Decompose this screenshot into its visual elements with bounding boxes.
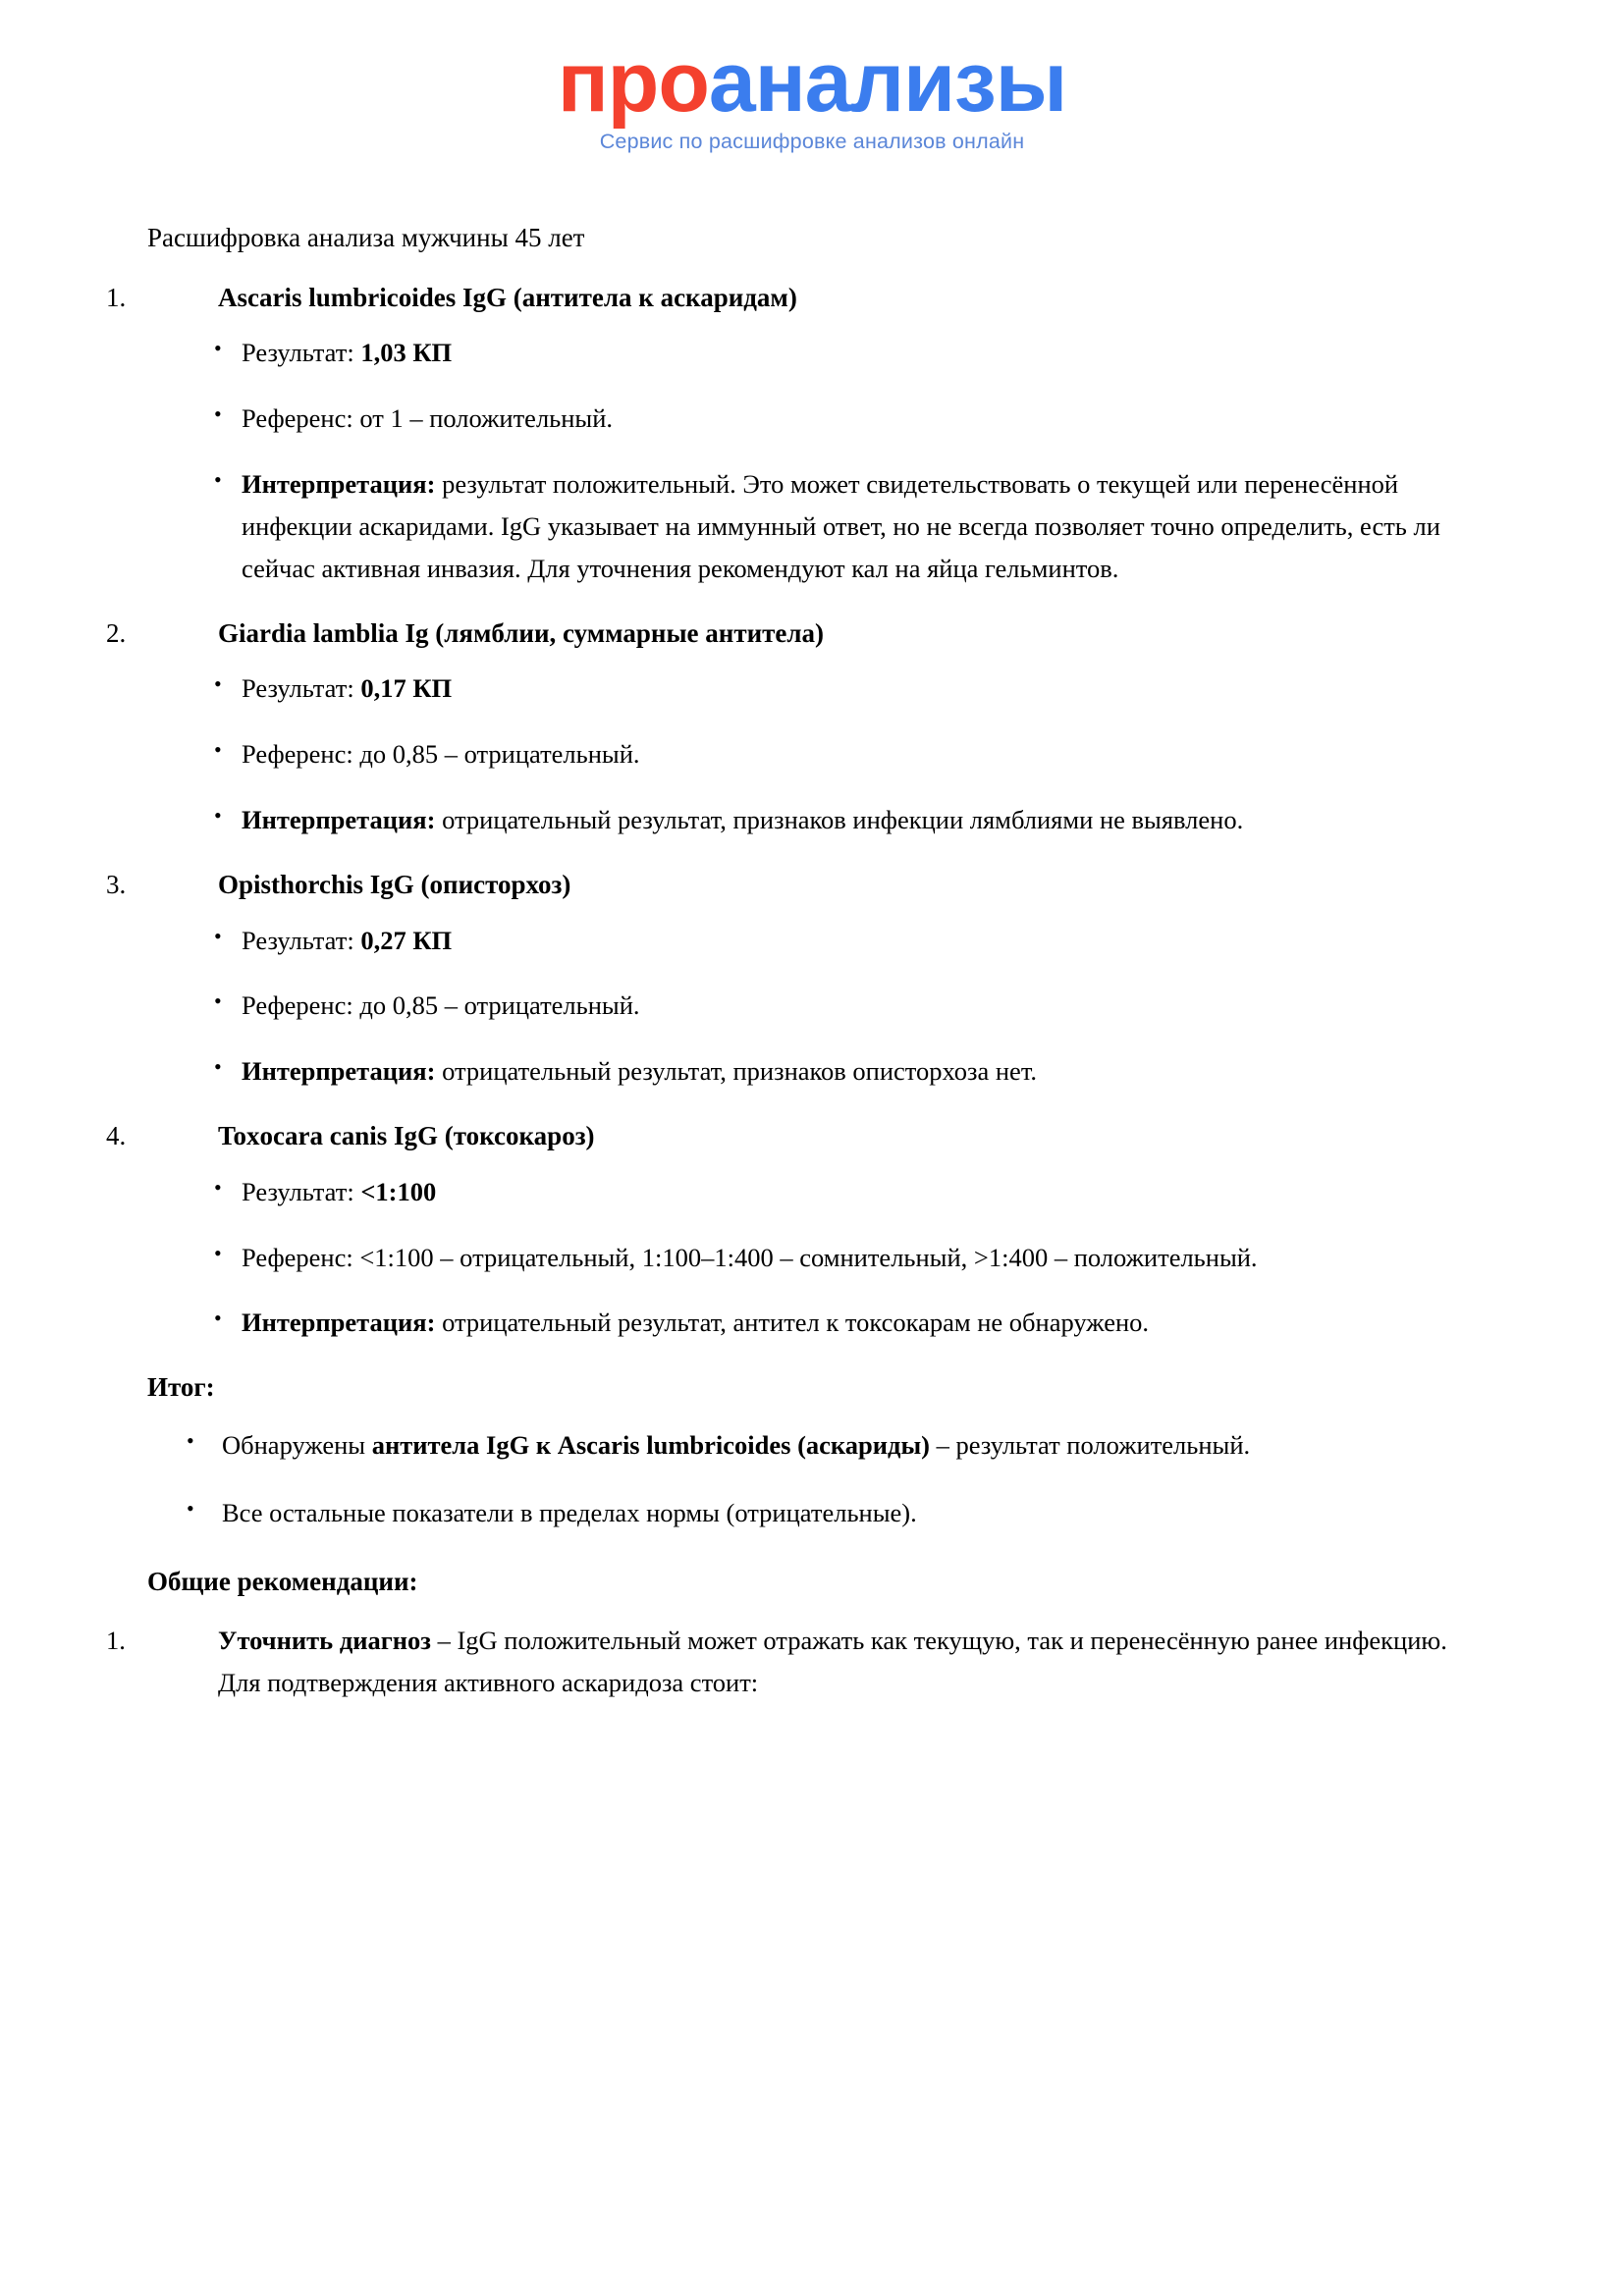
test-item-2 (106, 612, 1487, 656)
test-number-2: 2. (106, 618, 127, 649)
logo-text-analizy: анализы (708, 35, 1067, 130)
recommendation-item-1 (106, 1620, 1487, 1704)
reference-value: до 0,85 – отрицательный. (359, 990, 640, 1021)
test-number-4: 4. (106, 1121, 127, 1151)
reference-row (210, 985, 1487, 1027)
recommendations-list (106, 1620, 1487, 1704)
interpretation-row (210, 1302, 1487, 1344)
interpretation-label: Интерпретация: (242, 805, 436, 835)
summary-item-1-pre: Обнаружены (222, 1429, 372, 1460)
summary-item-1 (187, 1424, 1487, 1467)
interpretation-text: результат положительный. Это может свидетельствовать о текущей или перенесённой инфекции аскаридами. IgG указывает на иммунный ответ, но не всегда позволяет точно определить, есть ли сейчас активная инвазия. Для уточнения рекомендуют кал на яйца гельминтов. (242, 469, 1440, 584)
test-list-2 (106, 612, 1487, 656)
test-title-1: Ascaris lumbricoides IgG (антитела к аскаридам) (218, 283, 797, 313)
result-value: 0,17 КП (360, 673, 453, 704)
recommendations-heading: Общие рекомендации: (147, 1566, 418, 1596)
interpretation-label: Интерпретация: (242, 469, 436, 500)
reference-value: <1:100 – отрицательный, 1:100–1:400 – сомнительный, >1:400 – положительный. (359, 1242, 1258, 1272)
interpretation-row (210, 799, 1487, 841)
test-item-3 (106, 863, 1487, 907)
summary-item-1-post: – результат положительный. (929, 1429, 1251, 1460)
reference-row (210, 398, 1487, 440)
recommendation-1-text: – IgG положительный может отражать как текущую, так и перенесённую ранее инфекцию. Для подтверждения активного аскаридоза стоит: (218, 1625, 1447, 1697)
summary-heading: Итог: (147, 1372, 215, 1403)
result-row (210, 920, 1487, 962)
reference-row (210, 1237, 1487, 1279)
result-row (210, 332, 1487, 374)
result-label: Результат: (242, 338, 354, 368)
document-body (0, 216, 1624, 1704)
test-title-3: Opisthorchis IgG (описторхоз) (218, 870, 571, 900)
interpretation-label: Интерпретация: (242, 1056, 436, 1087)
result-value: <1:100 (360, 1176, 437, 1206)
test-list-1 (106, 276, 1487, 320)
result-row (210, 1171, 1487, 1213)
result-label: Результат: (242, 1176, 354, 1206)
test-item-1 (106, 276, 1487, 320)
test-number-3: 3. (106, 870, 127, 900)
test-title-4: Toxocara canis IgG (токсокароз) (218, 1121, 595, 1151)
test-details-1 (147, 332, 1487, 590)
test-details-2 (147, 667, 1487, 841)
test-details-3 (147, 920, 1487, 1094)
recommendation-number-1: 1. (106, 1625, 126, 1655)
test-details-4 (147, 1171, 1487, 1345)
result-row (210, 667, 1487, 710)
intro-line: Расшифровка анализа мужчины 45 лет (147, 222, 585, 252)
reference-label: Референс: (242, 990, 353, 1021)
recommendation-1-bold: Уточнить диагноз (218, 1625, 431, 1655)
reference-label: Референс: (242, 1242, 353, 1272)
interpretation-row (210, 1050, 1487, 1093)
interpretation-label: Интерпретация: (242, 1308, 436, 1338)
logo-wordmark (0, 35, 1624, 130)
test-list-3 (106, 863, 1487, 907)
reference-label: Референс: (242, 739, 353, 770)
test-title-2: Giardia lamblia Ig (лямблии, суммарные антитела) (218, 618, 825, 649)
interpretation-text: отрицательный результат, признаков инфекции лямблиями не выявлено. (442, 805, 1244, 835)
test-list-4 (106, 1114, 1487, 1158)
result-value: 0,27 КП (360, 925, 453, 955)
test-item-4 (106, 1114, 1487, 1158)
summary-item-1-bold: антитела IgG к Ascaris lumbricoides (аскариды) (371, 1429, 930, 1460)
interpretation-text: отрицательный результат, антител к токсокарам не обнаружено. (442, 1308, 1150, 1338)
interpretation-row (210, 463, 1487, 590)
summary-item-2: • Все остальные показатели в пределах нормы (отрицательные). (187, 1492, 1487, 1534)
interpretation-text: отрицательный результат, признаков описторхоза нет. (442, 1056, 1038, 1087)
site-logo (0, 0, 1624, 154)
reference-value: от 1 – положительный. (359, 403, 614, 434)
result-value: 1,03 КП (360, 338, 453, 368)
reference-label: Референс: (242, 403, 353, 434)
reference-row (210, 733, 1487, 775)
result-label: Результат: (242, 673, 354, 704)
test-number-1: 1. (106, 283, 127, 313)
logo-text-pro: про (557, 35, 709, 130)
reference-value: до 0,85 – отрицательный. (359, 739, 640, 770)
result-label: Результат: (242, 925, 354, 955)
logo-tagline: Сервис по расшифровке анализов онлайн (599, 129, 1025, 153)
summary-list (147, 1424, 1487, 1534)
